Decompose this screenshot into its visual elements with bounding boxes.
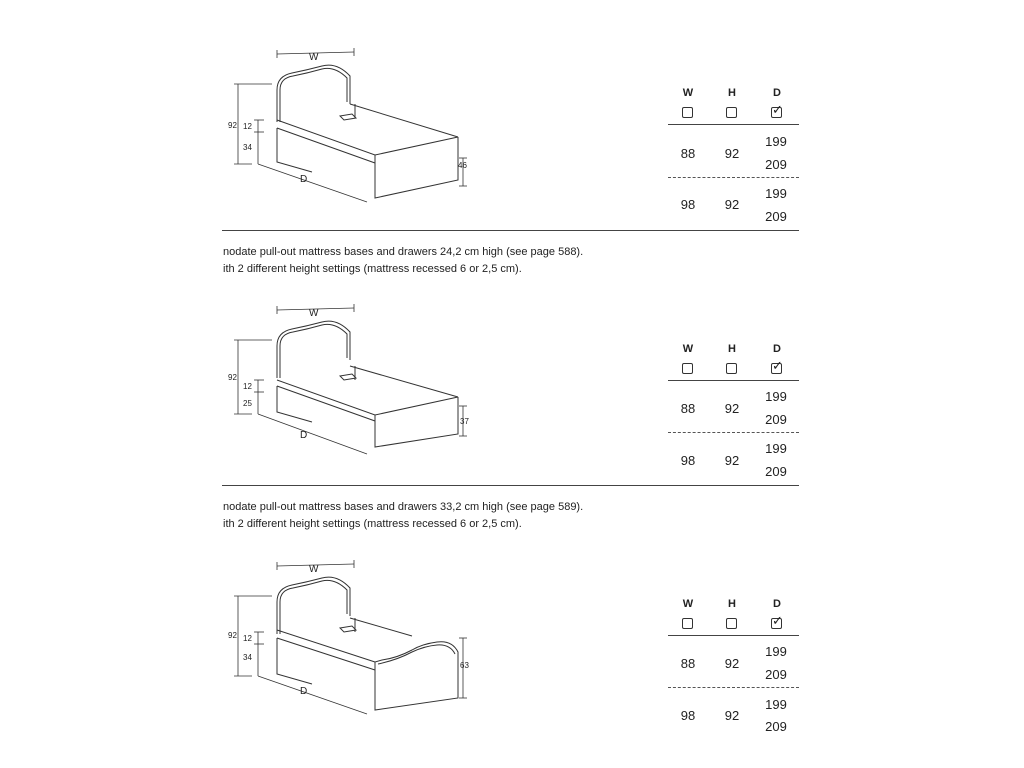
- row2-h: 92: [724, 453, 740, 468]
- foot-height-label: 46: [458, 161, 467, 170]
- header-d: D: [773, 87, 781, 99]
- h-checkbox[interactable]: [726, 618, 737, 629]
- h-checkbox[interactable]: [726, 107, 737, 118]
- rail-height-label: 34: [243, 143, 252, 152]
- row1-d1: 199: [765, 644, 787, 659]
- rail-height-label: 34: [243, 653, 252, 662]
- header-w: W: [682, 598, 694, 610]
- d-checkbox-checked[interactable]: [771, 614, 783, 629]
- depth-label: D: [300, 174, 308, 185]
- width-label: W: [309, 52, 319, 63]
- section-rule: [222, 485, 799, 486]
- check-icon: ✓: [772, 103, 783, 118]
- row1-d1: 199: [765, 134, 787, 149]
- row2-h: 92: [724, 197, 740, 212]
- row-separator: [668, 432, 799, 433]
- row1-d2: 209: [765, 157, 787, 172]
- bed-drawing: [222, 552, 482, 722]
- width-label: W: [309, 564, 319, 575]
- table-rule: [668, 380, 799, 381]
- headboard-gap-label: 12: [243, 122, 252, 131]
- header-d: D: [773, 343, 781, 355]
- bed-section-3: [0, 512, 1024, 768]
- w-checkbox[interactable]: [682, 107, 693, 118]
- total-height-label: 92: [228, 373, 237, 382]
- row1-d2: 209: [765, 667, 787, 682]
- bed-section-1: [0, 0, 1024, 275]
- row2-d2: 209: [765, 719, 787, 734]
- check-icon: ✓: [772, 359, 783, 374]
- bed-drawing: [222, 296, 482, 466]
- row1-w: 88: [680, 146, 696, 161]
- row1-h: 92: [724, 146, 740, 161]
- header-h: H: [728, 598, 736, 610]
- header-w: W: [682, 87, 694, 99]
- row2-w: 98: [680, 453, 696, 468]
- note-line-2: ith 2 different height settings (mattress recessed 6 or 2,5 cm).: [223, 263, 522, 275]
- bed-diagram-2: [222, 296, 482, 461]
- row2-h: 92: [724, 708, 740, 723]
- table-rule: [668, 635, 799, 636]
- row1-h: 92: [724, 656, 740, 671]
- row2-w: 98: [680, 197, 696, 212]
- width-label: W: [309, 308, 319, 319]
- row-separator: [668, 687, 799, 688]
- foot-height-label: 63: [460, 661, 469, 670]
- header-h: H: [728, 87, 736, 99]
- w-checkbox[interactable]: [682, 618, 693, 629]
- note-line-1: nodate pull-out mattress bases and drawers 24,2 cm high (see page 588).: [223, 246, 584, 258]
- bed-diagram-3: [222, 552, 482, 717]
- foot-height-label: 37: [460, 417, 469, 426]
- row2-w: 98: [680, 708, 696, 723]
- row2-d1: 199: [765, 186, 787, 201]
- row2-d2: 209: [765, 464, 787, 479]
- depth-label: D: [300, 686, 308, 697]
- total-height-label: 92: [228, 631, 237, 640]
- row1-w: 88: [680, 401, 696, 416]
- header-d: D: [773, 598, 781, 610]
- d-checkbox-checked[interactable]: [771, 359, 783, 374]
- row2-d2: 209: [765, 209, 787, 224]
- row1-d2: 209: [765, 412, 787, 427]
- total-height-label: 92: [228, 121, 237, 130]
- headboard-gap-label: 12: [243, 634, 252, 643]
- bed-drawing: [222, 40, 482, 210]
- section-rule: [222, 230, 799, 231]
- row1-h: 92: [724, 401, 740, 416]
- bed-diagram-1: [222, 40, 482, 205]
- note-line-2: ith 2 different height settings (mattress recessed 6 or 2,5 cm).: [223, 518, 522, 530]
- row2-d1: 199: [765, 441, 787, 456]
- rail-height-label: 25: [243, 399, 252, 408]
- headboard-gap-label: 12: [243, 382, 252, 391]
- row1-w: 88: [680, 656, 696, 671]
- check-icon: ✓: [772, 614, 783, 629]
- bed-section-2: [0, 256, 1024, 530]
- w-checkbox[interactable]: [682, 363, 693, 374]
- row2-d1: 199: [765, 697, 787, 712]
- d-checkbox-checked[interactable]: [771, 103, 783, 118]
- row-separator: [668, 177, 799, 178]
- header-h: H: [728, 343, 736, 355]
- table-rule: [668, 124, 799, 125]
- row1-d1: 199: [765, 389, 787, 404]
- depth-label: D: [300, 430, 308, 441]
- header-w: W: [682, 343, 694, 355]
- h-checkbox[interactable]: [726, 363, 737, 374]
- note-line-1: nodate pull-out mattress bases and drawers 33,2 cm high (see page 589).: [223, 501, 584, 513]
